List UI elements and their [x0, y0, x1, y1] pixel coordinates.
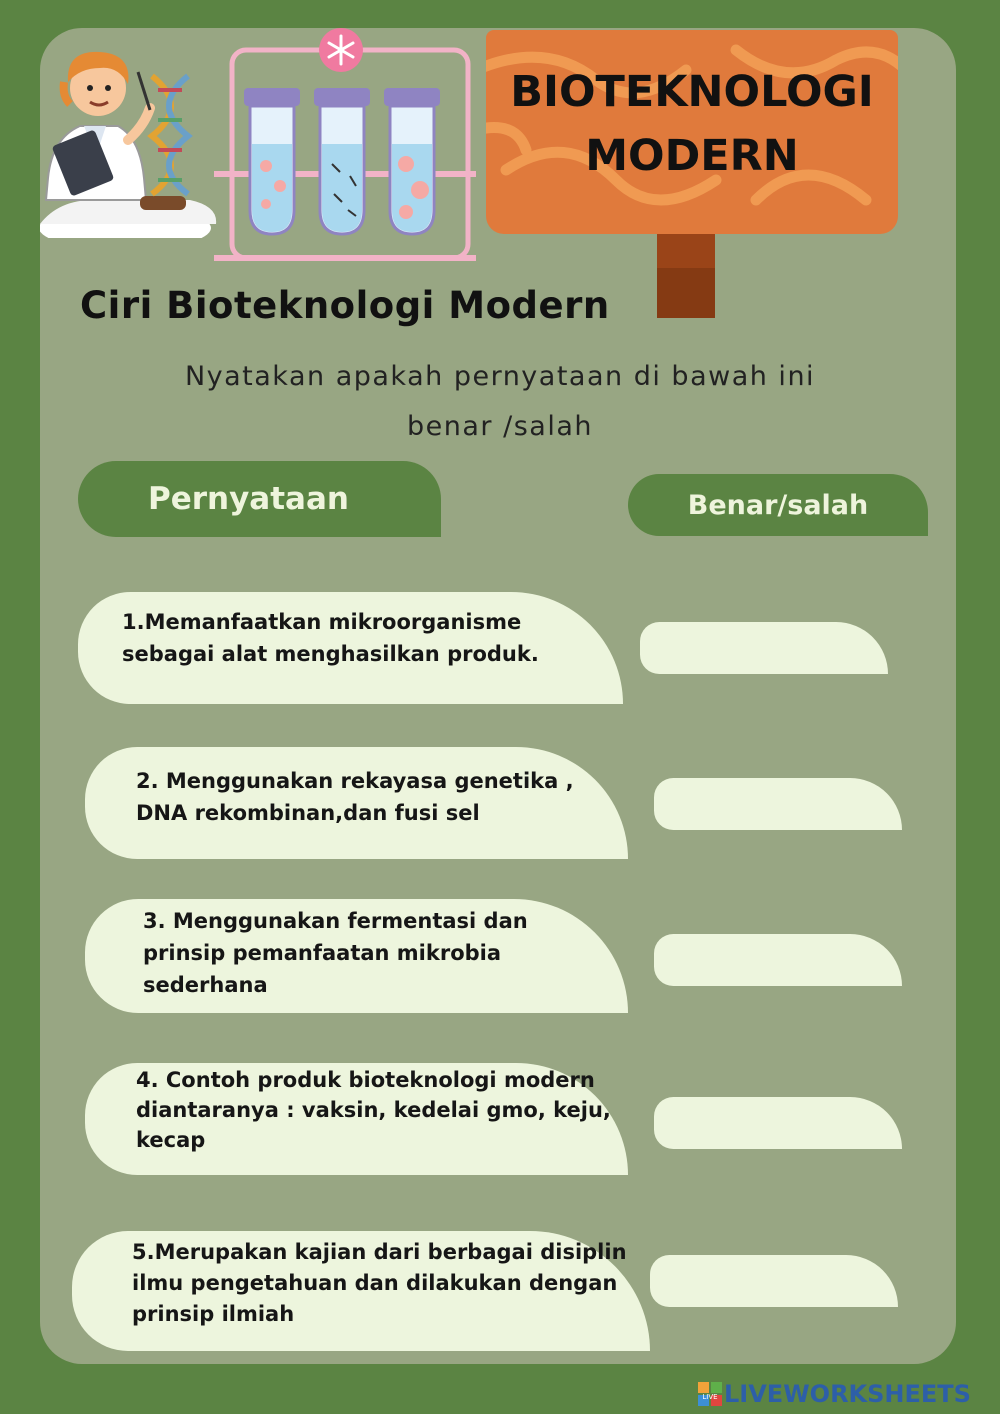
statement-3: [85, 899, 628, 1013]
sign-title-line2: MODERN: [585, 131, 799, 181]
statement-line: diantaranya : vaksin, kedelai gmo, keju,: [136, 1098, 611, 1122]
dna-icon: [140, 76, 188, 210]
answer-box-5[interactable]: [650, 1255, 898, 1307]
statement-line: ilmu pengetahuan dan dilakukan dengan: [132, 1271, 618, 1295]
statement-line: sebagai alat menghasilkan produk.: [122, 642, 539, 666]
statement-line: kecap: [136, 1128, 206, 1152]
sign-title-line1: BIOTEKNOLOGI: [510, 67, 874, 117]
page-heading: Ciri Bioteknologi Modern: [80, 284, 610, 327]
answer-column-header: Benar/salah: [628, 474, 928, 536]
statement-line: 1.Memanfaatkan mikroorganisme: [122, 610, 522, 634]
sign-post: [657, 234, 715, 318]
statement-line: 2. Menggunakan rekayasa genetika ,: [136, 769, 574, 793]
statement-line: 3. Menggunakan fermentasi dan: [143, 909, 528, 933]
logo-letters: LIVE: [702, 1393, 718, 1401]
scientist-illustration: [40, 28, 220, 238]
instruction-line1: Nyatakan apakah pernyataan di bawah ini: [184, 361, 816, 392]
answer-box-4[interactable]: [654, 1097, 902, 1149]
answer-box-2[interactable]: [654, 778, 902, 830]
watermark-text: LIVEWORKSHEETS: [724, 1380, 971, 1408]
statement-line: 5.Merupakan kajian dari berbagai disiplin: [132, 1240, 627, 1264]
statement-column-header: Pernyataan: [78, 461, 441, 537]
statement-line: prinsip ilmiah: [132, 1302, 295, 1326]
title-sign: [486, 30, 898, 234]
statement-4: [85, 1063, 628, 1175]
liveworksheets-logo-icon: [698, 1382, 722, 1406]
statement-line: DNA rekombinan,dan fusi sel: [136, 801, 480, 825]
statement-5: [72, 1231, 650, 1351]
statement-2: [85, 747, 628, 859]
answer-box-1[interactable]: [640, 622, 888, 674]
test-tube-rack: [210, 26, 480, 266]
statement-1: [78, 592, 623, 704]
statement-line: 4. Contoh produk bioteknologi modern: [136, 1068, 595, 1092]
statement-line: prinsip pemanfaatan mikrobia: [143, 941, 502, 965]
answer-box-3[interactable]: [654, 934, 902, 986]
instruction-line2: benar /salah: [407, 411, 593, 442]
watermark: [698, 1378, 971, 1410]
snowflake-icon: [319, 28, 363, 72]
instruction: [120, 352, 880, 452]
statement-line: sederhana: [143, 973, 268, 997]
